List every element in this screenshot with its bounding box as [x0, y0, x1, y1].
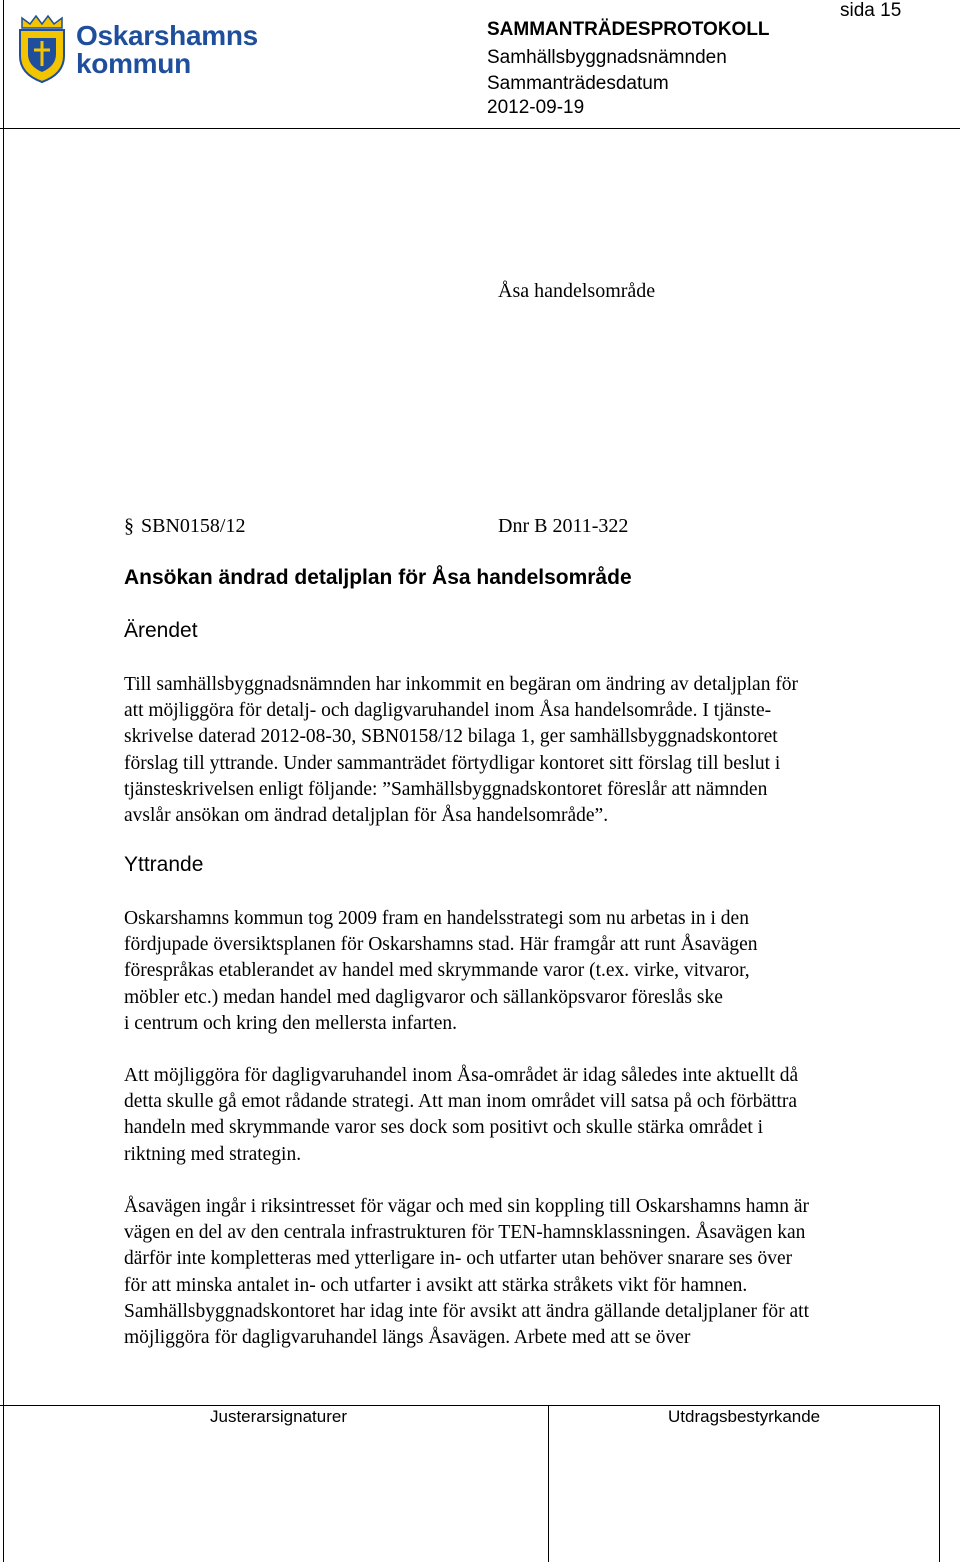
footer-right-border	[939, 1405, 940, 1562]
logo-wordmark	[76, 22, 258, 78]
header-rule	[0, 128, 960, 129]
text-line: Till samhällsbyggnadsnämnden har inkommit en begäran om ändring av detaljplan för	[124, 674, 799, 695]
text-line: vägen en del av den centrala infrastrukturen för TEN-hamnsklassningen. Åsavägen kan	[124, 1222, 806, 1244]
case-heading: Ansökan ändrad detaljplan för Åsa handelsområde	[124, 566, 632, 589]
committee-name: Samhällsbyggnadsnämnden	[487, 47, 727, 68]
section-sign: §	[124, 515, 134, 537]
footer-rule	[0, 1405, 940, 1406]
case-number: SBN0158/12	[141, 515, 246, 537]
logo-line-1: Oskarshamns	[76, 20, 258, 51]
yttrande-paragraph-3	[124, 1194, 924, 1351]
text-line: därför inte kompletteras med ytterligare in- och utfarter utan behöver snarare ses över	[124, 1248, 793, 1270]
text-line: Att möjliggöra för dagligvaruhandel inom Åsa-området är idag således inte aktuellt då	[124, 1065, 799, 1086]
crest-icon	[14, 14, 70, 84]
yttrande-paragraph-1	[124, 906, 924, 1037]
text-line: skrivelse daterad 2012-08-30, SBN0158/12 bilaga 1, ger samhällsbyggnadskontoret	[124, 726, 778, 748]
yttrande-paragraph-2	[124, 1063, 924, 1168]
footer-divider	[548, 1405, 549, 1562]
logo-line-2: kommun	[76, 48, 191, 79]
arendet-paragraph	[124, 672, 924, 829]
footer-left-border	[3, 1405, 4, 1562]
text-line: i centrum och kring den mellersta infarten.	[124, 1012, 458, 1034]
extract-certification-label: Utdragsbestyrkande	[668, 1407, 821, 1426]
meeting-date: 2012-09-19	[487, 97, 585, 118]
text-line: Åsavägen ingår i riksintresset för vägar och med sin koppling till Oskarshamns hamn är	[124, 1196, 810, 1217]
page-left-border	[3, 0, 4, 1562]
text-line: förslag till yttrande. Under sammanträdet förtydligar kontoret sitt förslag till beslut i	[124, 752, 781, 774]
text-line: detta skulle gå emot rådande strategi. Att man inom området vill satsa på och förbättra	[124, 1091, 798, 1113]
meeting-date-label: Sammanträdesdatum	[487, 73, 669, 94]
text-line: att möjliggöra för detalj- och dagligvaruhandel inom Åsa handelsområde. I tjänste-	[124, 700, 772, 722]
registration-number: Dnr B 2011-322	[498, 515, 629, 537]
text-line: för att minska antalet in- och utfarter i avsikt att stärka stråkets vikt för hamnen.	[124, 1274, 748, 1296]
text-line: riktning med strategin.	[124, 1143, 302, 1165]
text-line: Samhällsbyggnadskontoret har idag inte för avsikt att ändra gällande detaljplaner för att	[124, 1300, 809, 1322]
text-line: avslår ansökan om ändrad detaljplan för Åsa handelsområde”.	[124, 805, 609, 827]
arendet-heading: Ärendet	[124, 619, 198, 642]
text-line: möjliggöra för dagligvaruhandel längs Åsavägen. Arbete med att se över	[124, 1327, 691, 1349]
page-number: sida 15	[840, 0, 902, 21]
text-line: Oskarshamns kommun tog 2009 fram en handelsstrategi som nu arbetas in i den	[124, 908, 749, 929]
page-title: Åsa handelsområde	[498, 280, 656, 302]
signatures-label: Justerarsignaturer	[210, 1407, 348, 1426]
yttrande-heading: Yttrande	[124, 853, 204, 876]
text-line: fördjupade översiktsplanen för Oskarshamns stad. Här framgår att runt Åsavägen	[124, 934, 758, 956]
municipality-logo	[14, 12, 264, 88]
text-line: förespråkas etablerandet av handel med skrymmande varor (t.ex. virke, vitvaror,	[124, 960, 750, 982]
text-line: handeln med skrymmande varor ses dock som positivt och skulle stärka området i	[124, 1117, 764, 1139]
text-line: tjänsteskrivelsen enligt följande: ”Samhällsbyggnadskontoret föreslår att nämnden	[124, 778, 768, 800]
document-type: SAMMANTRÄDESPROTOKOLL	[487, 19, 770, 40]
text-line: möbler etc.) medan handel med dagligvaror och sällanköpsvaror föreslås ske	[124, 986, 723, 1008]
